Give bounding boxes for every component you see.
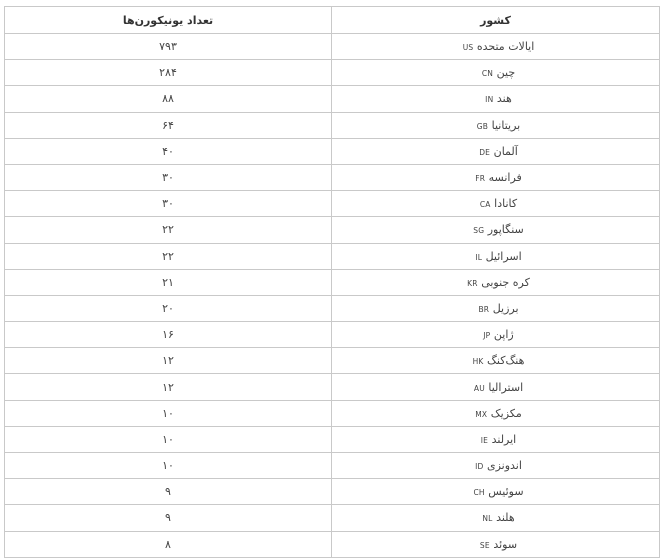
country-code: CH xyxy=(473,488,485,498)
table-row xyxy=(5,374,660,400)
table-row xyxy=(5,164,660,190)
country-cell xyxy=(332,86,660,112)
country-name: کره جنوبی xyxy=(481,275,530,289)
unicorn-count-cell: ۱۶ xyxy=(5,322,332,348)
country-name: سوئیس xyxy=(488,485,524,499)
unicorn-count-cell: ۷۹۳ xyxy=(5,34,332,60)
table-row xyxy=(5,269,660,295)
unicorn-count-cell: ۲۸۴ xyxy=(5,60,332,86)
country-code: IE xyxy=(480,435,489,445)
unicorn-count-cell: ۴۰ xyxy=(5,138,332,164)
country-name: سوئد xyxy=(493,537,518,551)
country-name: ایرلند xyxy=(491,432,517,446)
country-cell xyxy=(332,164,660,190)
header-row xyxy=(5,7,660,34)
country-code: IN xyxy=(485,95,494,105)
table-row xyxy=(5,531,660,557)
country-name: استرالیا xyxy=(488,380,524,394)
country-code: CA xyxy=(479,200,491,210)
country-cell xyxy=(332,453,660,479)
country-code: US xyxy=(462,43,474,53)
unicorn-count-cell: ۱۰ xyxy=(5,400,332,426)
country-name: بریتانیا xyxy=(491,118,521,132)
table-row xyxy=(5,348,660,374)
table-row xyxy=(5,322,660,348)
table-row xyxy=(5,34,660,60)
country-code: HK xyxy=(472,357,484,367)
unicorn-count-cell: ۸ xyxy=(5,531,332,557)
table-header xyxy=(5,7,660,34)
country-name: ایالات متحده xyxy=(476,40,535,54)
country-code: CN xyxy=(481,69,494,79)
country-code: GB xyxy=(476,121,489,131)
unicorn-count-cell: ۱۰ xyxy=(5,453,332,479)
table-row xyxy=(5,400,660,426)
table-row xyxy=(5,112,660,138)
country-code: ID xyxy=(475,462,484,472)
country-name: هند xyxy=(496,92,512,106)
country-code: BR xyxy=(478,304,490,314)
country-cell xyxy=(332,191,660,217)
country-code: KR xyxy=(467,278,478,288)
country-cell xyxy=(332,295,660,321)
country-name: اندونزی xyxy=(486,459,522,473)
country-code: JP xyxy=(483,331,491,341)
table-row xyxy=(5,191,660,217)
unicorn-count-cell: ۱۲ xyxy=(5,348,332,374)
unicorn-count-cell: ۲۲ xyxy=(5,217,332,243)
country-code: IL xyxy=(475,252,483,262)
country-name: فرانسه xyxy=(488,171,522,185)
country-name: مکزیک xyxy=(490,406,522,420)
country-cell xyxy=(332,34,660,60)
unicorn-count-cell: ۹ xyxy=(5,505,332,531)
unicorn-count-cell: ۱۰ xyxy=(5,426,332,452)
table-row xyxy=(5,479,660,505)
unicorn-count-cell: ۲۲ xyxy=(5,243,332,269)
country-name: هنگ‌کنگ xyxy=(487,354,525,368)
table-row xyxy=(5,60,660,86)
unicorn-count-cell: ۳۰ xyxy=(5,164,332,190)
table-body xyxy=(5,34,660,558)
header-country: کشور xyxy=(332,7,660,34)
table-row xyxy=(5,453,660,479)
country-code: DE xyxy=(479,147,491,157)
country-name: هلند xyxy=(496,511,515,525)
country-cell xyxy=(332,400,660,426)
unicorn-by-country-table xyxy=(4,6,660,558)
country-cell xyxy=(332,269,660,295)
table-row xyxy=(5,243,660,269)
country-name: چین xyxy=(496,66,516,80)
country-cell xyxy=(332,322,660,348)
country-cell xyxy=(332,112,660,138)
country-cell xyxy=(332,348,660,374)
header-unicorn-count: تعداد یونیکورن‌ها xyxy=(5,7,332,34)
unicorn-count-cell: ۱۲ xyxy=(5,374,332,400)
country-name: آلمان xyxy=(493,144,518,158)
table-row xyxy=(5,138,660,164)
country-cell xyxy=(332,243,660,269)
country-cell xyxy=(332,426,660,452)
country-cell xyxy=(332,138,660,164)
table-row xyxy=(5,426,660,452)
unicorn-table-container xyxy=(4,6,659,558)
country-cell xyxy=(332,531,660,557)
country-cell xyxy=(332,374,660,400)
country-name: ژاپن xyxy=(493,328,514,342)
country-cell xyxy=(332,217,660,243)
country-code: SG xyxy=(473,226,485,236)
table-row xyxy=(5,86,660,112)
unicorn-count-cell: ۹ xyxy=(5,479,332,505)
table-row xyxy=(5,505,660,531)
country-code: SE xyxy=(479,540,490,550)
unicorn-count-cell: ۲۱ xyxy=(5,269,332,295)
country-name: سنگاپور xyxy=(487,223,524,237)
country-cell xyxy=(332,505,660,531)
unicorn-count-cell: ۶۴ xyxy=(5,112,332,138)
country-name: برزیل xyxy=(492,301,519,315)
unicorn-count-cell: ۸۸ xyxy=(5,86,332,112)
country-code: AU xyxy=(473,383,485,393)
country-cell xyxy=(332,479,660,505)
country-cell xyxy=(332,60,660,86)
country-name: کانادا xyxy=(494,197,518,211)
table-row xyxy=(5,217,660,243)
country-code: FR xyxy=(475,174,486,184)
country-name: اسرائیل xyxy=(485,249,522,263)
country-code: MX xyxy=(475,409,488,419)
table-row xyxy=(5,295,660,321)
unicorn-count-cell: ۳۰ xyxy=(5,191,332,217)
country-code: NL xyxy=(482,514,493,524)
unicorn-count-cell: ۲۰ xyxy=(5,295,332,321)
